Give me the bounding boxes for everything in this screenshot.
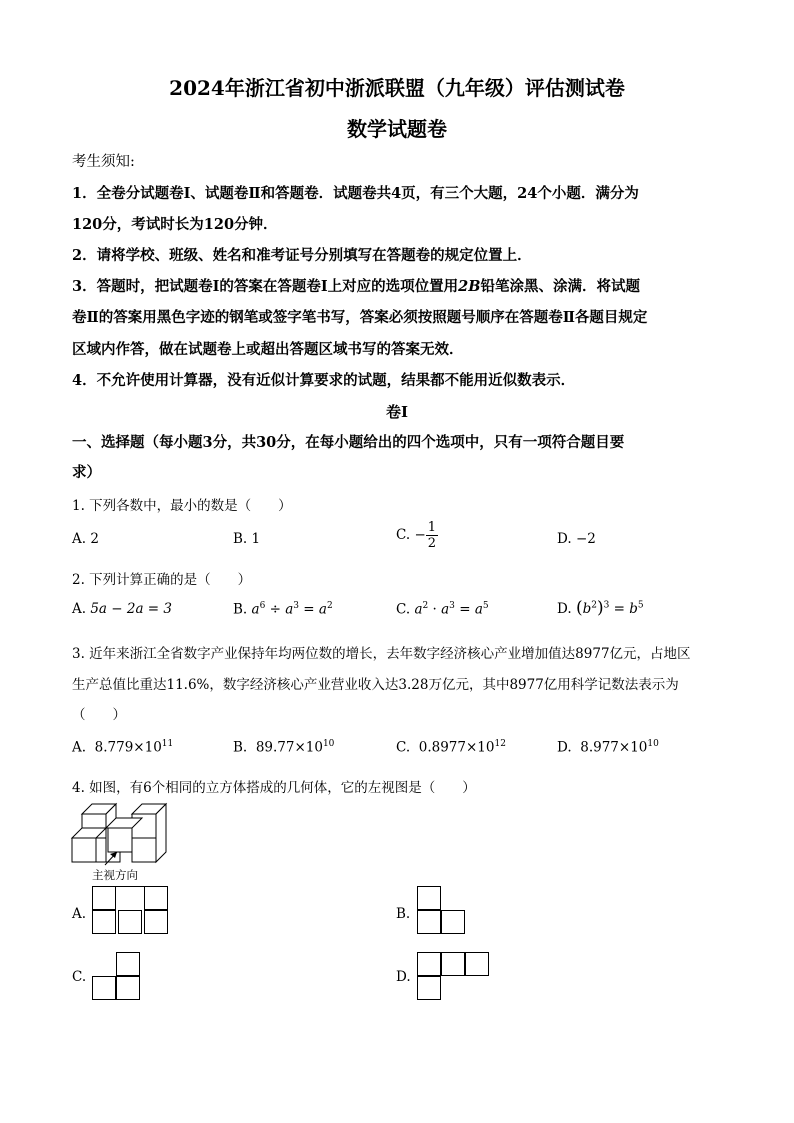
grid-cell bbox=[116, 886, 144, 910]
exam-subtitle: 数学试题卷 bbox=[347, 117, 447, 141]
q2-c-base-3: a bbox=[474, 601, 483, 618]
q4-stem: 4. 如图，有6个相同的立方体搭成的几何体，它的左视图是（ ） bbox=[72, 780, 476, 796]
grid-cell bbox=[417, 976, 441, 1000]
q2-b-equals: = bbox=[299, 601, 319, 618]
q3-a-label: A. bbox=[72, 739, 87, 756]
q2-c-base-2: a bbox=[441, 601, 450, 618]
q2-c-exp-1: 2 bbox=[422, 601, 429, 611]
notice-item-3-line-3: 区域内作答，做在试题卷上或超出答题区域书写的答案无效． bbox=[72, 341, 464, 358]
grid-cell bbox=[417, 910, 441, 934]
q3-d-exponent: 10 bbox=[647, 739, 659, 749]
q3-option-b bbox=[233, 739, 334, 756]
notice-item-4: 4．不允许使用计算器，没有近似计算要求的试题，结果都不能用近似数表示． bbox=[72, 372, 576, 389]
grid-cell bbox=[116, 976, 140, 1000]
q4-a-label: A. bbox=[72, 906, 87, 922]
q2-option-b bbox=[233, 601, 333, 618]
q3-d-label: D. bbox=[557, 739, 572, 756]
q2-b-exp-2: 3 bbox=[293, 601, 300, 611]
q4-arrow-caption: 主视方向 bbox=[92, 868, 138, 882]
q2-c-exp-2: 3 bbox=[449, 601, 455, 611]
q2-option-c bbox=[396, 601, 489, 618]
grid-cell bbox=[417, 886, 441, 910]
q1-stem: 1. 下列各数中，最小的数是（ ） bbox=[72, 498, 292, 514]
section-heading-line-2: 求） bbox=[72, 464, 101, 481]
q3-c-label: C. bbox=[396, 739, 411, 756]
grid-cell bbox=[417, 952, 441, 976]
q3-b-mantissa: 89.77×10 bbox=[255, 739, 323, 756]
q4-d-label: D. bbox=[396, 969, 411, 985]
q2-b-base-1: a bbox=[251, 601, 260, 618]
grid-cell bbox=[92, 910, 116, 934]
q3-stem-line-2: 生产总值比重达11.6%，数字经济核心产业营业收入达3.28万亿元，其中8977亿用科学记数法表示为 bbox=[72, 677, 679, 693]
q4-b-label: B. bbox=[396, 906, 411, 922]
q2-b-label: B. bbox=[233, 601, 248, 618]
q2-d-base: b bbox=[582, 601, 592, 617]
grid-cell bbox=[441, 952, 465, 976]
notice-item-1-line-2: 120分，考试时长为120分钟． bbox=[72, 216, 278, 233]
notice-item-3-text-c: 铅笔涂黑、涂满．将试题 bbox=[480, 278, 641, 295]
q2-d-close-paren: ) bbox=[596, 598, 604, 618]
q2-option-a bbox=[72, 601, 172, 617]
q1-option-c bbox=[396, 520, 438, 551]
q3-a-exponent: 11 bbox=[161, 739, 174, 749]
notice-item-3-pencil: 2B bbox=[458, 278, 481, 295]
q2-c-operator: · bbox=[428, 601, 442, 618]
q3-stem-line-1: 3. 近年来浙江全省数字产业保持年均两位数的增长，去年数字经济核心产业增加值达8977亿元，占地区 bbox=[72, 646, 691, 662]
grid-cell bbox=[441, 910, 465, 934]
q1-b-label: B. bbox=[233, 531, 248, 547]
notice-item-3-line-2: 卷Ⅱ的答案用黑色字迹的钢笔或签字笔书写，答案必须按照题号顺序在答题卷Ⅱ各题目规定 bbox=[72, 309, 648, 326]
q1-d-label: D. bbox=[557, 531, 572, 547]
q3-c-mantissa: 0.8977×10 bbox=[418, 739, 495, 756]
q1-c-label: C. bbox=[396, 527, 411, 543]
notice-heading: 考生须知: bbox=[72, 154, 135, 170]
q2-d-base-2: b bbox=[629, 601, 638, 617]
q2-stem: 2. 下列计算正确的是（ ） bbox=[72, 572, 252, 588]
q1-c-denominator: 2 bbox=[427, 536, 437, 551]
q1-option-a bbox=[72, 531, 99, 547]
grid-cell bbox=[465, 952, 489, 976]
q2-a-expression: 5a − 2a = 3 bbox=[90, 601, 172, 617]
q1-option-d bbox=[557, 531, 596, 547]
q2-b-base-3: a bbox=[318, 601, 327, 618]
q3-c-exponent: 12 bbox=[494, 739, 506, 749]
q1-a-label: A. bbox=[72, 531, 87, 547]
notice-item-1-line-1: 1．全卷分试题卷Ⅰ、试题卷Ⅱ和答题卷．试题卷共4页，有三个大题，24个小题．满分为 bbox=[72, 185, 639, 202]
q4-cube-figure bbox=[70, 800, 180, 868]
cube-side-face-2 bbox=[156, 804, 166, 862]
notice-item-3-line-1 bbox=[72, 275, 640, 296]
grid-cell bbox=[92, 886, 116, 910]
cube-front-face-7 bbox=[108, 828, 132, 852]
q2-option-d bbox=[557, 598, 644, 618]
q2-b-operator: ÷ bbox=[265, 601, 286, 618]
q2-c-equals: = bbox=[454, 601, 475, 618]
notice-item-3-text-a: 3．答题时，把试题卷Ⅰ的答案在答题卷Ⅰ上对应的选项位置用 bbox=[72, 278, 459, 295]
exam-title: 2024年浙江省初中浙派联盟（九年级）评估测试卷 bbox=[169, 76, 625, 100]
volume-label: 卷Ⅰ bbox=[385, 403, 409, 421]
notice-item-2: 2．请将学校、班级、姓名和准考证号分别填写在答题卷的规定位置上． bbox=[72, 247, 532, 264]
q1-option-b bbox=[233, 531, 260, 547]
q3-b-label: B. bbox=[233, 739, 248, 756]
q1-a-value: 2 bbox=[90, 531, 99, 547]
q2-c-exp-3: 5 bbox=[482, 601, 489, 611]
q2-b-base-2: a bbox=[285, 601, 294, 618]
q1-c-sign: − bbox=[414, 527, 426, 543]
grid-cell bbox=[144, 886, 168, 910]
q2-d-exp-2: 5 bbox=[637, 600, 644, 611]
cube-front-face-6 bbox=[132, 838, 156, 862]
q2-d-equals: = bbox=[609, 601, 630, 617]
q2-c-base-1: a bbox=[414, 601, 423, 618]
q3-option-a bbox=[72, 739, 173, 756]
q2-d-outer-exp: 3 bbox=[603, 600, 610, 611]
q1-b-value: 1 bbox=[251, 531, 261, 547]
q1-c-fraction bbox=[426, 520, 438, 551]
q3-option-d bbox=[557, 739, 659, 756]
section-heading-line-1: 一、选择题（每小题3分，共30分，在每小题给出的四个选项中，只有一项符合题目要 bbox=[72, 434, 625, 451]
q3-a-mantissa: 8.779×10 bbox=[94, 739, 162, 756]
q3-option-c bbox=[396, 739, 506, 756]
q2-a-label: A. bbox=[72, 601, 87, 617]
grid-cell bbox=[116, 952, 140, 976]
q3-d-mantissa: 8.977×10 bbox=[580, 739, 648, 756]
grid-cell bbox=[144, 910, 168, 934]
q4-c-label: C. bbox=[72, 969, 87, 985]
q2-d-open-paren: ( bbox=[575, 598, 583, 618]
q2-d-inner-exp: 2 bbox=[591, 600, 597, 611]
grid-cell bbox=[92, 976, 116, 1000]
q2-b-exp-1: 6 bbox=[259, 601, 266, 611]
cube-front-face-4 bbox=[72, 838, 96, 862]
q2-d-label: D. bbox=[557, 601, 572, 617]
q3-b-exponent: 10 bbox=[322, 739, 335, 749]
q3-stem-line-3: （ ） bbox=[72, 707, 126, 723]
grid-cell bbox=[118, 910, 142, 934]
q1-c-numerator: 1 bbox=[427, 520, 437, 535]
q2-b-exp-3: 2 bbox=[326, 601, 333, 611]
q1-d-value: −2 bbox=[575, 531, 596, 547]
q2-c-label: C. bbox=[396, 601, 411, 618]
